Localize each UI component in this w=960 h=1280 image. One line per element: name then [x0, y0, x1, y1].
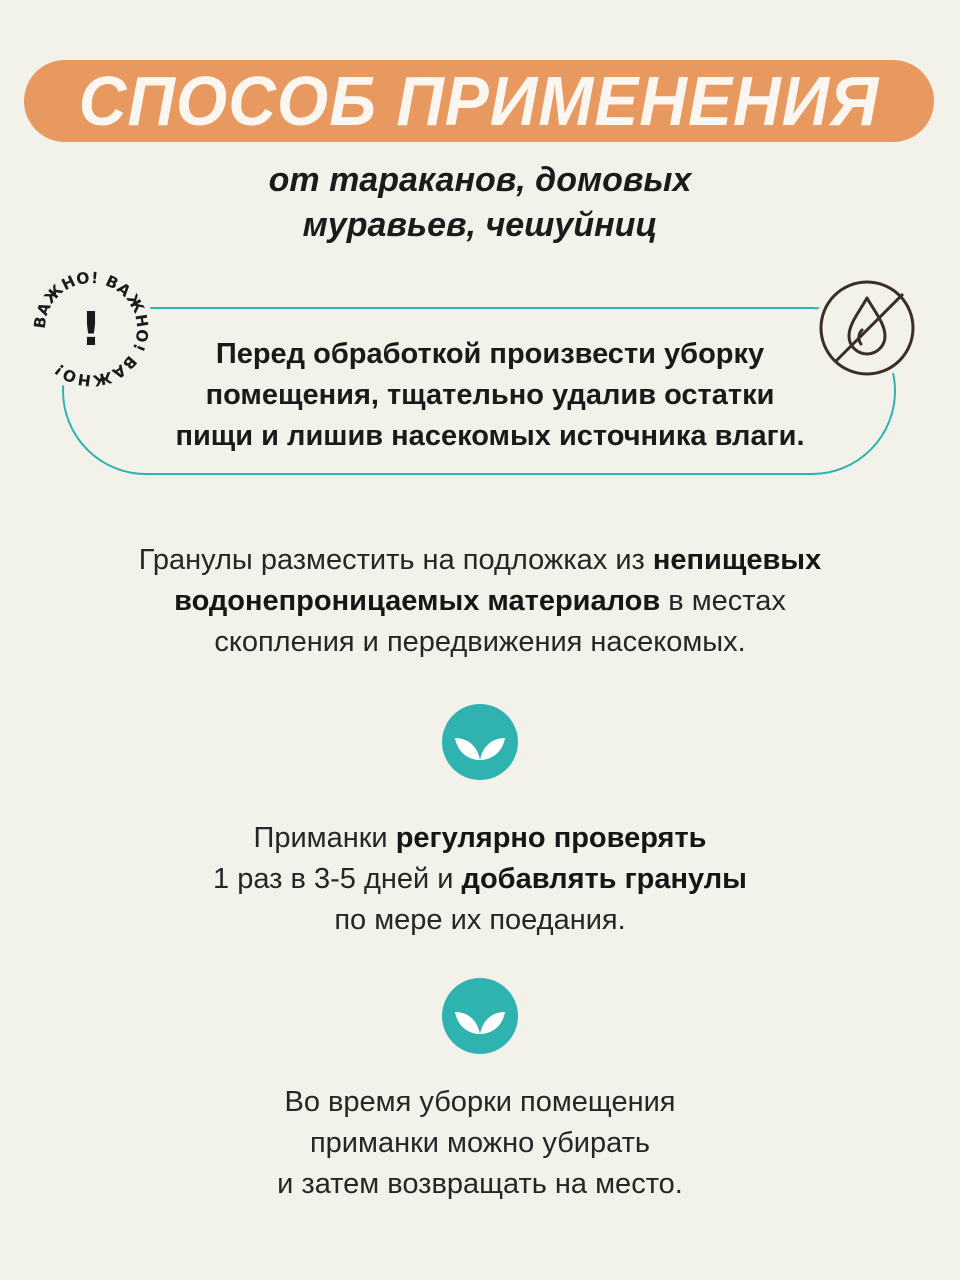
warning-line-3: пищи и лишив насекомых источника влаги. — [175, 420, 805, 452]
stamp-text: ВАЖНО! ВАЖНО! ВАЖНО! — [30, 268, 152, 390]
page-title: СПОСОБ ПРИМЕНЕНИЯ — [78, 62, 880, 140]
step-2-line-3: по мере их поедания. — [334, 904, 626, 936]
step-2-line-2-text: 1 раз в 3-5 дней и — [213, 863, 462, 895]
subtitle-line-2: муравьев, чешуйниц — [302, 206, 658, 244]
no-water-icon — [815, 276, 919, 380]
warning-text — [100, 334, 880, 457]
step-1-line-3: скопления и передвижения насекомых. — [214, 626, 746, 658]
warning-line-2: помещения, тщательно удалив остатки — [205, 379, 775, 411]
step-3-line-3: и затем возвращать на место. — [277, 1168, 683, 1200]
page-subtitle — [0, 158, 960, 248]
subtitle-line-1: от тараканов, домовых — [268, 161, 692, 199]
important-stamp-icon — [28, 266, 154, 392]
step-3-line-1: Во время уборки помещения — [284, 1086, 676, 1118]
leaf-icon — [440, 702, 520, 782]
step-2-text — [0, 818, 960, 941]
step-2-line-2-bold: добавлять гранулы — [461, 863, 747, 895]
step-3-line-2: приманки можно убирать — [309, 1127, 651, 1159]
step-1-line-2-text: в местах — [660, 585, 786, 617]
step-1-line-2-bold: водонепроницаемых материалов — [174, 585, 661, 617]
title-banner — [24, 60, 934, 142]
step-3-text — [0, 1082, 960, 1205]
step-2-line-1-text: Приманки — [253, 822, 396, 854]
warning-line-1: Перед обработкой произвести уборку — [215, 338, 765, 370]
step-1-line-1-text: Гранулы разместить на подложках из — [138, 544, 653, 576]
step-1-line-1-bold: непищевых — [652, 544, 822, 576]
leaf-icon — [440, 976, 520, 1056]
stamp-exclamation: ! — [80, 302, 102, 356]
step-1-text — [0, 540, 960, 663]
step-2-line-1-bold: регулярно проверять — [395, 822, 707, 854]
